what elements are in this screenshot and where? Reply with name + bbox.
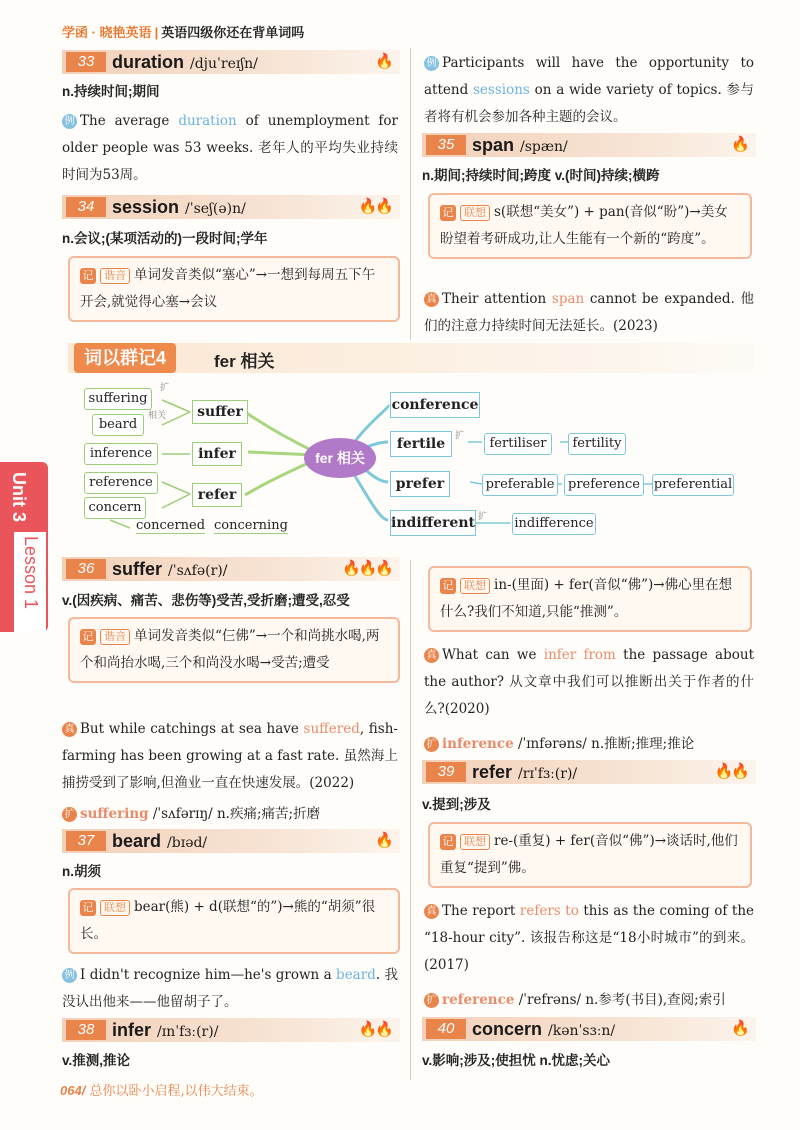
page-number: 064/ [60, 1083, 86, 1098]
headword: beard [112, 831, 162, 851]
word-number: 39 [426, 762, 466, 782]
derivative: 扩 reference /ˈrefrəns/ n.参考(书目),查阅;索引 [424, 988, 726, 1008]
phonetic: /rɪˈfɜː(r)/ [518, 766, 578, 782]
example-icon: 例 [62, 114, 77, 129]
unit-label: Unit 3 [9, 472, 29, 523]
mindmap-node: fertile [390, 431, 452, 457]
mindmap-leaf: preferable [482, 474, 558, 496]
memo-tag: 联想 [460, 834, 490, 850]
phonetic: /bɪəd/ [167, 835, 208, 851]
memo-tag: 谐音 [100, 268, 130, 284]
example-sentence: 例 The average duration of unemployment for older people was 53 weeks. 老年人的平均失业持续时间为53周。 [62, 113, 398, 183]
phonetic: /djuˈreɪʃn/ [190, 56, 258, 72]
mindmap-leaf: concerning [214, 518, 288, 533]
group-badge: 词以群记4 [74, 343, 176, 373]
mindmap-node: suffer [192, 400, 248, 424]
definition: n.会议;(某项活动的)一段时间;学年 [62, 231, 268, 246]
headword: duration [112, 52, 184, 72]
mindmap-leaf: concerned [136, 518, 206, 533]
definition: n.胡须 [62, 864, 101, 879]
memo-icon: 记 [440, 834, 456, 850]
brand-label: 学函 · 晓艳英语 [62, 25, 152, 40]
mindmap-node: prefer [390, 471, 450, 497]
extend-icon: 扩 [62, 807, 77, 822]
word-number: 37 [66, 831, 106, 851]
memory-tip: 记 联想 re-(重复) + fer(音似“佛”)→谈话时,他们重复“提到”佛。 [428, 822, 752, 888]
headword: concern [472, 1019, 543, 1039]
mindmap-leaf: reference [84, 472, 158, 494]
mindmap-node: refer [192, 483, 242, 507]
fire-icon: 🔥 [375, 831, 392, 849]
real-exam-icon: 真 [424, 292, 439, 307]
mindmap-leaf: preferential [652, 474, 734, 496]
memo-tag: 联想 [460, 205, 490, 221]
headword: span [472, 135, 515, 155]
example-icon: 例 [62, 968, 77, 983]
word-number: 35 [426, 135, 466, 155]
fire-icon: 🔥🔥 [358, 197, 392, 215]
definition: n.期间;持续时间;跨度 v.(时间)持续;横跨 [422, 168, 660, 183]
book-title: 英语四级你还在背单词吗 [161, 25, 305, 40]
page-footer [60, 1080, 263, 1099]
phonetic: /kənˈsɜːn/ [548, 1023, 616, 1039]
word-header-infer [62, 1018, 400, 1042]
mindmap-tag: 扩 [478, 511, 488, 521]
mindmap-node: conference [390, 392, 480, 418]
word-number: 38 [66, 1020, 106, 1040]
footer-motto: 总你以卧小启程,以伟大结束。 [89, 1084, 263, 1099]
memo-icon: 记 [440, 578, 456, 594]
example-sentence: 真 What can we infer from the passage about the author? 从文章中我们可以推断出关于作者的什么?(2020) [424, 647, 754, 717]
phonetic: /ɪnˈfɜː(r)/ [157, 1024, 219, 1040]
memo-icon: 记 [440, 205, 456, 221]
mindmap-node: infer [192, 442, 242, 466]
memo-icon: 记 [80, 900, 96, 916]
mindmap-leaf: fertiliser [484, 433, 552, 455]
column-divider [410, 48, 411, 340]
mindmap-leaf: suffering [84, 388, 152, 410]
fire-icon: 🔥 [375, 52, 392, 70]
example-icon: 例 [424, 56, 439, 71]
group-title: fer 相关 [214, 352, 275, 371]
mindmap-leaf: preference [564, 474, 644, 496]
definition: n.持续时间;期间 [62, 84, 160, 99]
definition: v.提到;涉及 [422, 797, 491, 812]
mindmap-leaf: concern [84, 497, 146, 519]
definition: v.推测,推论 [62, 1053, 131, 1068]
extend-icon: 扩 [424, 737, 439, 752]
definition: v.影响;涉及;使担忧 n.忧虑;关心 [422, 1053, 610, 1068]
word-header-concern [422, 1017, 756, 1041]
mindmap-leaf: indifference [512, 513, 596, 535]
word-header-suffer [62, 557, 400, 581]
example-sentence: 真 But while catchings at sea have suffered, fish-farming has been growing at a fast rate. 虽然海上捕捞受到了影响,但渔业一直在快速发展。(2022) [62, 721, 398, 791]
headword: session [112, 197, 180, 217]
headword: suffer [112, 559, 163, 579]
mindmap-leaf: inference [84, 443, 158, 465]
column-divider [410, 560, 411, 1080]
phonetic: /ˈseʃ(ə)n/ [185, 201, 246, 217]
headword: infer [112, 1020, 152, 1040]
word-number: 33 [66, 52, 106, 72]
page-header: 学函 · 晓艳英语 | 英语四级你还在背单词吗 [62, 25, 305, 40]
word-header-beard [62, 829, 400, 853]
mindmap-leaf: beard [92, 414, 144, 436]
mindmap-tag: 相关 [148, 410, 167, 420]
word-number: 40 [426, 1019, 466, 1039]
derivative: 扩 suffering /ˈsʌfərɪŋ/ n.疾痛;痛苦;折磨 [62, 802, 320, 822]
memory-tip: 记 谐音 单词发音类似“仨佛”→一个和尚挑水喝,两个和尚抬水喝,三个和尚没水喝→受苦;遭受 [68, 617, 400, 683]
memo-icon: 记 [80, 268, 96, 284]
fire-icon: 🔥🔥🔥 [341, 559, 392, 577]
memo-tag: 联想 [460, 578, 490, 594]
word-header-refer [422, 760, 756, 784]
example-sentence: 例 Participants will have the opportunity to attend sessions on a wide variety of topics. 参与者将有机会参加各种主题的会议。 [424, 55, 754, 125]
word-number: 36 [66, 559, 106, 579]
word-header-session [62, 195, 400, 219]
fire-icon: 🔥🔥 [358, 1020, 392, 1038]
real-exam-icon: 真 [62, 722, 77, 737]
extend-icon: 扩 [424, 993, 439, 1008]
mindmap-tag: 扩 [160, 382, 170, 392]
phonetic: /ˈsʌfə(r)/ [168, 563, 228, 579]
mindmap-tag: 扩 [455, 430, 465, 440]
fire-icon: 🔥🔥 [714, 762, 748, 780]
mindmap-leaf: fertility [568, 433, 626, 455]
memo-tag: 谐音 [100, 629, 130, 645]
word-header-duration [62, 50, 400, 74]
word-header-span [422, 133, 756, 157]
memo-icon: 记 [80, 629, 96, 645]
example-sentence: 真 Their attention span cannot be expanded. 他们的注意力持续时间无法延长。(2023) [424, 291, 754, 334]
mindmap-node: indifferent [390, 510, 476, 536]
unit-side-tab [0, 462, 48, 632]
fire-icon: 🔥 [731, 135, 748, 153]
headword: refer [472, 762, 513, 782]
example-sentence: 例 I didn't recognize him—he's grown a beard. 我没认出他来——他留胡子了。 [62, 967, 398, 1010]
lesson-label: Lesson 1 [21, 536, 41, 610]
phonetic: /spæn/ [520, 139, 568, 155]
real-exam-icon: 真 [424, 648, 439, 663]
fire-icon: 🔥 [731, 1019, 748, 1037]
real-exam-icon: 真 [424, 904, 439, 919]
definition: v.(因疾病、痛苦、悲伤等)受苦,受折磨;遭受,忍受 [62, 593, 350, 608]
mindmap-center: fer 相关 [315, 450, 365, 466]
memory-tip: 记 联想 bear(熊) + d(联想“的”)→熊的“胡须”很长。 [68, 888, 400, 954]
memory-tip: 记 谐音 单词发音类似“塞心”→一想到每周五下午开会,就觉得心塞→会议 [68, 256, 400, 322]
memory-tip: 记 联想 in-(里面) + fer(音似“佛”)→佛心里在想什么?我们不知道,只能“推测”。 [428, 566, 752, 632]
derivative: 扩 inference /ˈɪnfərəns/ n.推断;推理;推论 [424, 732, 694, 752]
memory-tip: 记 联想 s(联想“美女”) + pan(音似“盼”)→美女盼望着考研成功,让人生能有一个新的“跨度”。 [428, 193, 752, 259]
example-sentence: 真 The report refers to this as the coming of the “18-hour city”. 该报告称这是“18小时城市”的到来。(2017) [424, 903, 754, 973]
memo-tag: 联想 [100, 900, 130, 916]
word-number: 34 [66, 197, 106, 217]
